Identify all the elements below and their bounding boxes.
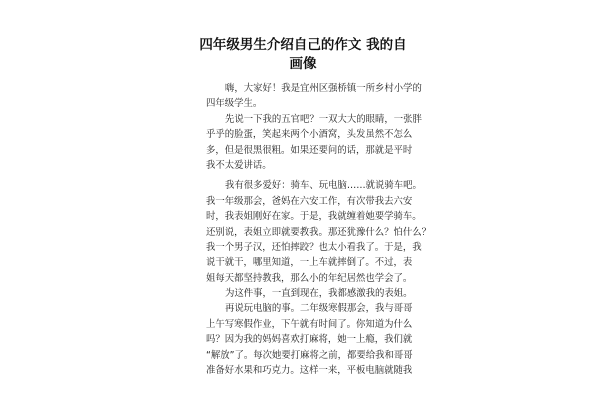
text-line: 准备好水果和巧克力。这样一来，平板电脑就随我 (206, 365, 413, 377)
text-line: 我一年级那会，爸妈在六安工作，有次带我去六安 (206, 195, 413, 207)
paragraph-computer (206, 301, 413, 378)
text-line: 我一个男子汉，还怕摔跤？也太小看我了。于是，我 (206, 241, 422, 253)
text-line: 我有很多爱好：骑车、玩电脑……就说骑车吧。 (225, 180, 422, 192)
title-line: 四年级男生介绍自己的作文 我的自 (199, 37, 407, 53)
text-line: 上午写寒假作业，下午就有时间了。你知道为什么 (206, 318, 413, 330)
text-line: 嗨，大家好！我是宜州区强桥镇一所乡村小学的 (225, 83, 422, 94)
text-line: 时，我表姐刚好在家。于是，我就缠着她要学骑车。 (206, 211, 422, 223)
text-line: 说干就干，哪里知道，一上车就摔倒了。不过，表 (206, 257, 413, 269)
paragraph-greeting (206, 81, 422, 112)
document-title (190, 36, 416, 74)
text-line: 再说玩电脑的事。二年级寒假那会，我与哥哥 (225, 303, 413, 315)
text-line: 四年级学生。 (206, 98, 263, 110)
text-line: 多，但是很黑很粗。如果还要问的话，那就是平时 (206, 144, 413, 156)
text-line: 我不太爱讲话。 (206, 159, 272, 171)
text-line: 吗？因为我的妈妈喜欢打麻将，她一上瘾，我们就 (206, 334, 413, 346)
text-line: 还别说，表姐立即就要教我。那还犹豫什么？怕什么？ (206, 226, 432, 238)
document-body (206, 81, 432, 378)
text-line: 先说一下我的五官吧？一双大大的眼睛，一张胖 (225, 113, 422, 125)
paragraph-cycling (206, 178, 432, 301)
text-line: “解放”了。每次她要打麻将之前，都要给我和哥哥 (206, 349, 413, 361)
title-line: 画像 (289, 56, 317, 72)
text-line: 为这件事，一直到现在，我都感激我的表姐。 (225, 288, 413, 300)
paragraph-appearance (206, 112, 422, 174)
text-line: 姐每天都坚持教我，那么小的年纪居然也学会了。 (206, 272, 413, 284)
text-line: 乎乎的脸蛋，笑起来两个小酒窝，头发虽然不怎么 (206, 129, 413, 141)
